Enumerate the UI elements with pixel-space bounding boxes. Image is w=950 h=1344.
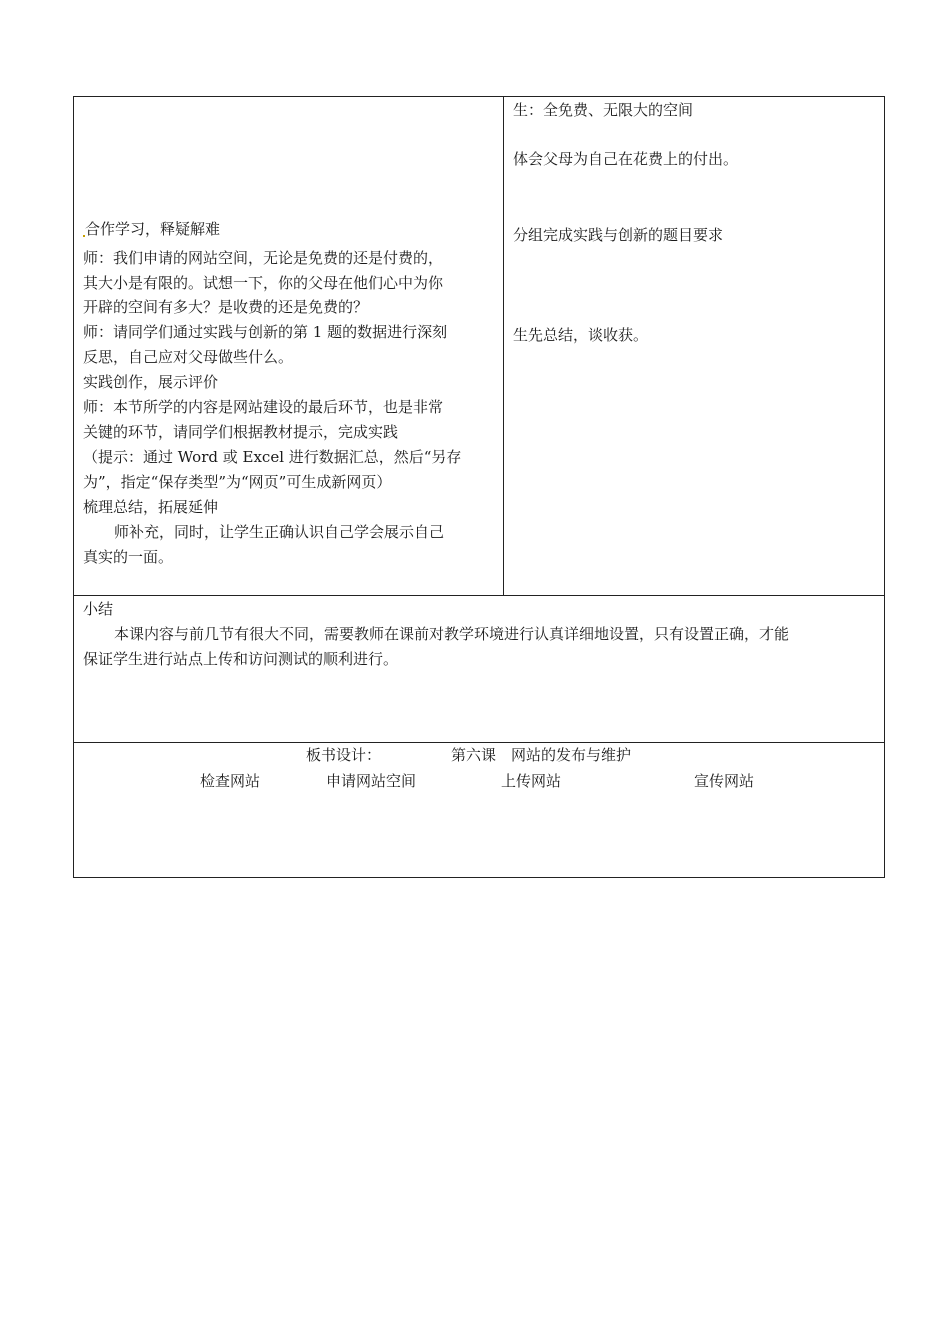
summary-title: 小结: [83, 600, 114, 618]
left-line-4: 师：请同学们通过实践与创新的第 1 题的数据进行深刻: [83, 323, 448, 341]
board-item-check: 检查网站: [200, 772, 261, 790]
board-label: 板书设计：: [306, 746, 382, 764]
left-line-5: 反思，自己应对父母做些什么。: [83, 348, 294, 366]
column-divider: [503, 97, 504, 595]
student-summary-text: 生先总结，谈收获。: [513, 326, 649, 344]
heading-practice: 实践创作，展示评价: [83, 373, 219, 391]
left-line-2: 其大小是有限的。试想一下，你的父母在他们心中为你: [83, 274, 444, 292]
left-line-7: 师：本节所学的内容是网站建设的最后环节，也是非常: [83, 398, 444, 416]
heading-cooperate: 合作学习，释疑解难: [85, 220, 221, 238]
left-line-10: 为”，指定“保存类型”为“网页”可生成新网页）: [83, 473, 392, 491]
feel-parents-text: 体会父母为自己在花费上的付出。: [513, 150, 739, 168]
board-item-promote: 宣传网站: [694, 772, 755, 790]
student-answer: 生：全免费、无限大的空间: [513, 101, 694, 119]
board-item-apply: 申请网站空间: [326, 772, 417, 790]
left-line-3: 开辟的空间有多大？是收费的还是免费的？: [83, 298, 369, 316]
board-lesson-title: 第六课 网站的发布与维护: [451, 746, 632, 764]
group-task-text: 分组完成实践与创新的题目要求: [513, 226, 724, 244]
left-line-12: 师补充，同时，让学生正确认识自己学会展示自己: [114, 523, 445, 541]
summary-line-1: 本课内容与前几节有很大不同，需要教师在课前对教学环境进行认真详细地设置，只有设置正确，才能: [114, 625, 790, 643]
row-divider-board: [74, 742, 884, 743]
left-line-1: 师：我们申请的网站空间，无论是免费的还是付费的，: [83, 249, 444, 267]
row-divider-summary: [74, 595, 884, 596]
board-item-upload: 上传网站: [501, 772, 562, 790]
summary-line-2: 保证学生进行站点上传和访问测试的顺利进行。: [83, 650, 399, 668]
left-line-9: （提示：通过 Word 或 Excel 进行数据汇总，然后“另存: [83, 448, 462, 466]
heading-review: 梳理总结，拓展延伸: [83, 498, 219, 516]
left-line-13: 真实的一面。: [83, 548, 174, 566]
lesson-table: [73, 96, 885, 878]
left-line-8: 关键的环节，请同学们根据教材提示，完成实践: [83, 423, 399, 441]
